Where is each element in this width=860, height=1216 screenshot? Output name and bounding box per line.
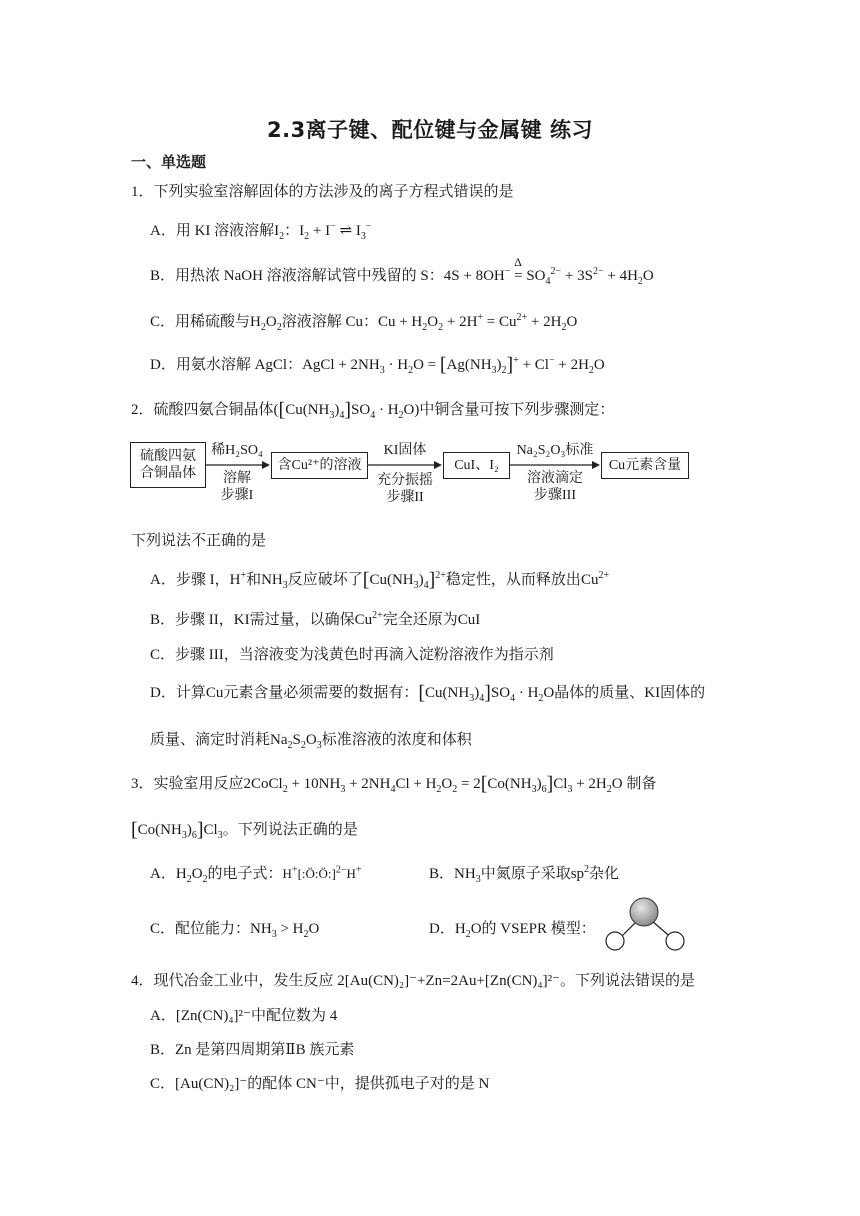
electron-formula: H+[:Ö:Ö:]$^{2-}$H+ [282, 864, 362, 881]
question-2-option-a: A．步骤 I，H+和$NH_3$反应破坏了$[Cu(NH_3)_4]^{2+}$稳定性，从而释放出$Cu^{2+}$ [150, 569, 610, 591]
option-c-text2: 溶液溶解 Cu： [281, 314, 378, 330]
q2d-text2: 元素含量必须需要的数据有： [223, 685, 419, 701]
q3b-text1: B． [429, 866, 455, 882]
q2d-line2-text1: 质量、滴定时消耗 [150, 732, 271, 748]
question-4-option-c: C．[Au(CN)₂]⁻的配体 CN⁻中，提供孤电子对的是 N [150, 1076, 490, 1092]
flow-arrow3-reagent: Na₂S₂O₃标准 [516, 443, 594, 458]
q3d-text2: 的 VSEPR 模型： [481, 921, 596, 937]
flow-arrow1-step: 步骤I [220, 488, 254, 503]
q2b-text2: KI需过量，以确保 [233, 612, 355, 628]
flow-box-crystal: 硫酸四氨合铜晶体 [130, 442, 206, 488]
question-4-option-a: A．[Zn(CN)₄]²⁻中配位数为 4 [150, 1008, 338, 1024]
crystal-formula: $([Cu(NH_3)_4]SO_4 \cdot H_2O)$ [273, 399, 420, 421]
option-c-formula: $Cu + H_2O_2 + 2H^+ = Cu^{2+} + 2H_2O$ [377, 312, 578, 333]
page-title: 2.3离子键、配位键与金属键 练习 [266, 118, 593, 142]
flow-box-result: Cu元素含量 [601, 452, 689, 479]
question-2-stem-a: 2．硫酸四氨合铜晶体 [131, 402, 274, 418]
q2a-text3: 反应破坏了 [287, 572, 363, 588]
flow-arrow2-reagent: KI固体 [383, 443, 427, 458]
q3-stem-a: 3．实验室用反应 [131, 776, 244, 792]
flow-arrow3-step: 步骤III [534, 488, 576, 503]
question-3-option-c: C．配位能力：$NH_3 > H_2O$ [150, 921, 320, 940]
q2a-text1: A．步骤 I， [150, 572, 230, 588]
option-a-formula: $I_2$：$I_2 + I^-$ ⇌ $I_3^-$ [274, 221, 372, 242]
q2d-line2-text2: 标准溶液的浓度和体积 [321, 732, 472, 748]
vsepr-model-image [598, 896, 690, 956]
question-1-option-d [150, 353, 605, 377]
question-2-stem [131, 398, 614, 422]
q3c-text: C．配位能力： [150, 921, 251, 937]
flow-box-solution: 含Cu²⁺的溶液 [271, 452, 368, 479]
question-1-option-c [150, 310, 577, 331]
question-3-option-a: A．$H_2O_2$的电子式：H+[:Ö:Ö:]$^{2-}$H+ [150, 864, 362, 885]
option-b-text: B．用热浓 NaOH 溶液溶解试管中残留的 S： [150, 268, 444, 284]
question-4-option-b: B．Zn 是第四周期第ⅡB 族元素 [150, 1042, 355, 1058]
question-1-option-b [150, 255, 654, 287]
q2b-text1: B．步骤 II， [150, 612, 234, 628]
question-3-stem: 3．实验室用反应2CoCl$_2$ + $10NH_3 + 2NH_4Cl + H_2O_2 = 2[Co(NH_3)_6]Cl_3 + 2H_2O$ 制备 [131, 773, 657, 795]
question-2-stem-b: 中铜含量可按下列步骤测定： [419, 402, 615, 418]
procedure-flowchart [130, 432, 730, 522]
question-1-option-a [150, 219, 372, 240]
question-3-stem-line2: $[Co(NH_3)_6]Cl_3$。下列说法正确的是 [131, 819, 358, 841]
question-3-option-d: D．$H_2O$的 VSEPR 模型： [429, 921, 596, 940]
q3a-text2: 的电子式： [207, 866, 283, 882]
q3d-text1: D． [429, 921, 455, 937]
flow-arrow1-reagent: 稀H₂SO₄ [211, 443, 263, 458]
option-c-text: C．用稀硫酸与 [150, 314, 251, 330]
q2a-text2: 和 [246, 572, 262, 588]
question-2-option-d-line2: 质量、滴定时消耗$Na_2S_2O_3$标准溶液的浓度和体积 [150, 732, 472, 751]
flow-arrow2-step: 步骤II [386, 490, 424, 505]
question-3-option-b: B．$NH_3$中氮原子采取$sp^2$杂化 [429, 864, 620, 885]
h2o2-formula: $H_2O_2$ [250, 314, 282, 333]
flow-arrow3-action: 溶液滴定 [527, 471, 583, 486]
question-4-stem: 4．现代冶金工业中，发生反应 2[Au(CN)₂]⁻+Zn=2Au+[Zn(CN)₄]²⁻。下列说法错误的是 [131, 973, 696, 989]
q2b-text3: 完全还原为CuI [382, 612, 481, 628]
q2a-text4: 稳定性，从而释放出 [445, 572, 581, 588]
flow-box-products: CuI、I₂ [443, 452, 510, 479]
q3-stem-c: 。下列说法正确的是 [222, 822, 358, 838]
option-d-formula: AgCl + $2NH_3 \cdot H_2O = [Ag(NH_3)_2]^+ + Cl^- + 2H_2O$ [302, 354, 605, 376]
q3a-text1: A． [150, 866, 176, 882]
flow-arrow1-action: 溶解 [223, 471, 251, 486]
question-2-option-b: B．步骤 II，KI需过量，以确保$Cu^{2+}$完全还原为CuI [150, 610, 481, 628]
question-2-option-d: D．计算Cu元素含量必须需要的数据有：$[Cu(NH_3)_4]SO_4 \cdot H_2O$晶体的质量、KI固体的 [150, 682, 706, 704]
q2d-text3: 晶体的质量、KI固体的 [554, 685, 706, 701]
q2d-text1: D．计算 [150, 685, 206, 701]
option-a-text: A．用 KI 溶液溶解 [150, 223, 275, 239]
q3-stem-b: 制备 [626, 776, 657, 792]
q3b-text2: 中氮原子采取 [480, 866, 571, 882]
section-heading: 一、单选题 [131, 153, 207, 171]
question-2-lead: 下列说法不正确的是 [131, 533, 267, 549]
flow-arrow2-action: 充分振摇 [377, 473, 433, 488]
question-2-option-c: C．步骤 III，当溶液变为浅黄色时再滴入淀粉溶液作为指示剂 [150, 647, 554, 663]
question-1-stem: 1．下列实验室溶解固体的方法涉及的离子方程式错误的是 [131, 184, 514, 200]
option-b-formula: 4S + 8OH− = Δ $SO_4^{2-} + 3S^{2-} + 4H_2O$ [443, 255, 654, 287]
option-d-text: D．用氨水溶解 AgCl： [150, 357, 303, 373]
q3b-text3: 杂化 [589, 866, 620, 882]
